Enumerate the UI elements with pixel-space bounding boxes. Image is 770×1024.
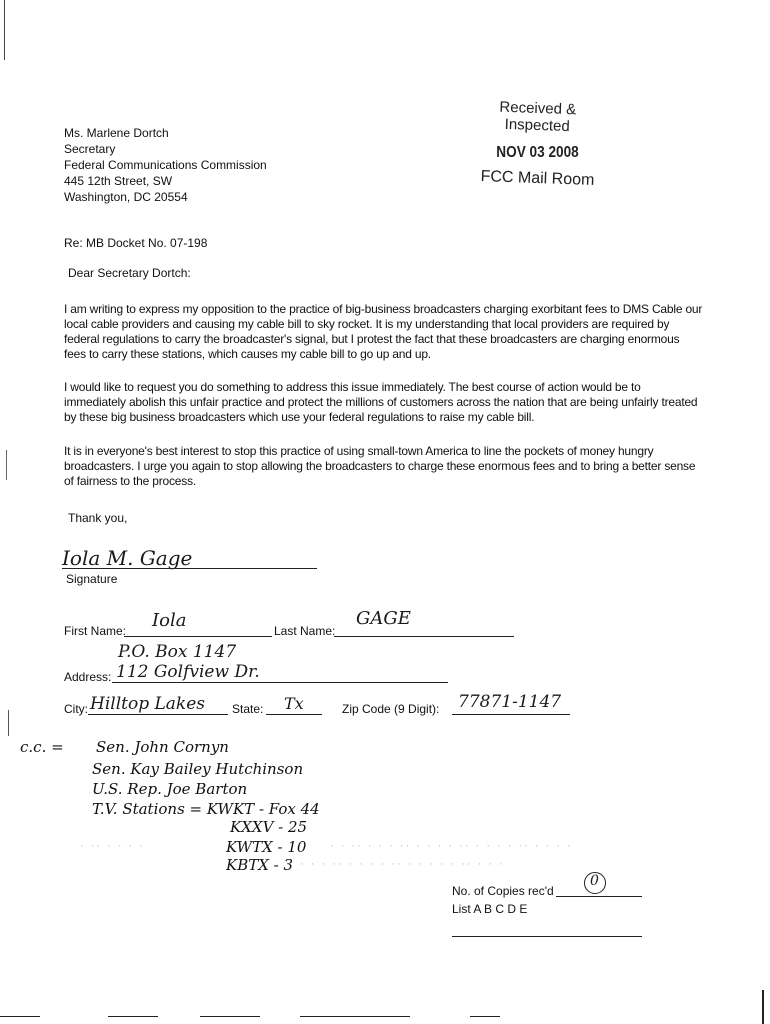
copies-line [556,896,642,897]
city-value: Hilltop Lakes [90,694,205,714]
cc-line-7: KBTX - 3 [226,856,294,874]
state-line [266,714,322,715]
recipient-address [64,125,267,205]
received-stamp [470,100,605,188]
scan-edge-left [8,710,9,736]
office-line [452,936,642,937]
state-label: State: [232,702,264,716]
stamp-line-mailroom: FCC Mail Room [480,168,595,189]
scan-bottom-edge [470,1016,500,1017]
scan-edge-left [4,0,5,60]
recipient-street: 445 12th Street, SW [64,174,173,188]
scan-bottom-edge [300,1016,410,1017]
first-name-line [124,636,272,637]
address-line [112,682,448,683]
bleed-through-speckle: · · ·· · · · ·· · · · · ·· · · · · ·· · · · · [330,840,573,852]
handwritten-signature: Iola M. Gage [62,546,193,570]
scan-edge-left [6,450,7,480]
cc-line-1: Sen. John Cornyn [96,738,229,756]
first-name-label: First Name: [64,624,127,638]
zip-line [452,714,570,715]
body-paragraph-3: It is in everyone's best interest to stop this practice of using small-town America to line the pockets of money hungry broadcasters. I urge you again to stop allowing the broadcasters to charge these enormous fees and to bring a better sense of fairness to the process. [64,444,696,488]
state-value: Tx [284,694,304,713]
recipient-title: Secretary [64,142,116,156]
first-name-value: Iola [152,610,187,631]
cc-line-3: U.S. Rep. Joe Barton [92,780,248,798]
cc-line-5: KXXV - 25 [230,818,308,836]
body-paragraph-2: I would like to request you do something to address this issue immediately. The best course of action would be to immediately abolish this unfair practice and protect the millions of customers across the nation that are being unfairly treated by these big business broadcasters which use your federal regulations to raise my cable bill. [64,380,698,424]
recipient-name: Ms. Marlene Dortch [64,126,169,140]
city-label: City: [64,702,88,716]
zip-label: Zip Code (9 Digit): [342,702,440,716]
recipient-org: Federal Communications Commission [64,158,267,172]
po-box-value: P.O. Box 1147 [118,642,237,662]
cc-line-4: T.V. Stations = KWKT - Fox 44 [92,800,320,818]
bleed-through-speckle: · · · ·· · · · · ·· · · · · · ·· · · · [300,858,505,870]
closing: Thank you, [68,511,128,525]
cc-prefix: c.c. = [20,738,64,756]
scan-bottom-edge [200,1016,260,1017]
scan-edge-right [762,990,764,1024]
bleed-through-speckle: · ·· · · · · [80,840,145,852]
copies-received-label: No. of Copies rec'd [452,884,554,898]
address-value: 112 Golfview Dr. [116,662,260,682]
signature-line [62,568,317,569]
recipient-city: Washington, DC 20554 [64,190,188,204]
last-name-line [334,636,514,637]
copies-value: 0 [590,873,599,889]
stamp-line-received: Received & Inspected [499,98,577,136]
stamp-line-date: NOV 03 2008 [496,144,579,161]
last-name-label: Last Name: [274,624,336,638]
salutation: Dear Secretary Dortch: [68,266,191,280]
cc-line-2: Sen. Kay Bailey Hutchinson [92,760,304,778]
body-paragraph-1: I am writing to express my opposition to the practice of big-business broadcasters charging exorbitant fees to DMS Cable our local cable providers and causing my cable bill to sky rocket. It is my understanding that local providers are required by federal regulations to carry the broadcaster's signal, but I protest the fact that these broadcasters are charging enormous fees to carry these stations, which causes my cable bill to go up and up. [64,302,703,361]
city-line [88,714,228,715]
signature-label: Signature [66,572,118,586]
cc-line-6: KWTX - 10 [226,838,307,856]
scan-bottom-edge [108,1016,158,1017]
docket-reference: Re: MB Docket No. 07-198 [64,236,208,250]
zip-value: 77871-1147 [458,692,562,712]
address-label: Address: [64,670,112,684]
scan-bottom-edge [0,1016,40,1017]
list-label: List A B C D E [452,902,528,916]
last-name-value: GAGE [356,608,411,629]
